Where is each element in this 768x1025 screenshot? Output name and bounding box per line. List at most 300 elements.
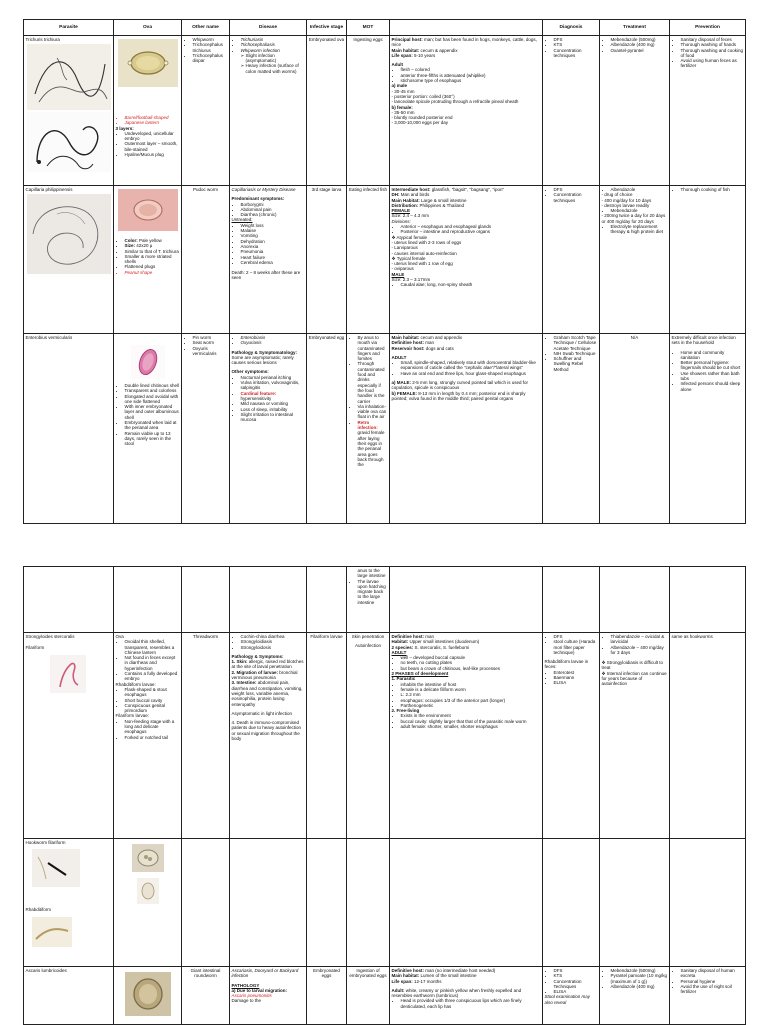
list-item: • inhabits the intestine of host bbox=[401, 682, 541, 687]
adult-list bbox=[392, 655, 541, 671]
list-item: • Peanut shape bbox=[125, 270, 180, 275]
ova-cell bbox=[114, 36, 182, 186]
list-item: • Seat worm bbox=[193, 340, 228, 345]
parasite-cell bbox=[24, 36, 114, 186]
list-item: • Pyrantel pamoate (10 mg/kg (maximum of 1 g)) bbox=[611, 973, 668, 984]
rhabditiform-list bbox=[116, 687, 180, 713]
pathology-label: Pathology & Symptoms: bbox=[231, 653, 284, 659]
list-item: • Flattened plugs bbox=[125, 264, 180, 269]
desc-line: Main habitat: Lumen of the small intestine bbox=[391, 973, 477, 979]
mot-line: Autoinfection bbox=[354, 643, 382, 649]
list-item: • Trichocephalus dispar bbox=[193, 53, 228, 64]
list-item: • Strongyloidiasis bbox=[241, 639, 305, 644]
desc-line: FEMALE bbox=[391, 208, 410, 214]
desc-line: MALE bbox=[391, 271, 405, 277]
free-living-list bbox=[392, 713, 541, 729]
diagnosis-list bbox=[545, 968, 598, 994]
mot-cell bbox=[347, 567, 390, 633]
list-item: • Retro infection: gravid female after laying their eggs in the perianal area goes back through the bbox=[358, 420, 388, 468]
desc-line: Definitive host: man bbox=[391, 634, 435, 639]
desc-line: 1. Parasitic bbox=[391, 676, 416, 682]
trichuris-whipworm-drawing-image bbox=[27, 112, 111, 172]
list-item: • buccal cavity: slightly larger that that of the parasitic male worm bbox=[401, 719, 541, 724]
rhabditiform-dx-label: Rhabditiform larvae in feces: bbox=[544, 659, 589, 670]
list-item: • Remain viable up to 13 days, rarely seen in the stool bbox=[125, 431, 180, 447]
desc-line: DH: Man and birds bbox=[391, 192, 430, 198]
list-item: • Flask-shaped & stout esophagus bbox=[125, 687, 180, 698]
rhabditiform-label: Rhabditiform larvae: bbox=[115, 681, 156, 687]
list-item: • Oxyuris vermicularis bbox=[193, 346, 228, 357]
ova-cell bbox=[114, 967, 182, 1025]
list-item: • Avoid the use of night soil fertilizer bbox=[681, 984, 744, 995]
desc-line: - 400 mg/day for 10 days bbox=[601, 197, 652, 203]
desc-line: a) MALE: 2-5 mm long, strongly curved pointed tail which is used for copulation, spicule is conspicuous bbox=[391, 380, 529, 391]
ova-layers-list bbox=[116, 131, 180, 157]
treatment-note: ❖ Internal infection can continue for years because of autoinfection bbox=[601, 670, 667, 687]
list-item: • With inner embryonated layer and outer albuminous shell bbox=[125, 404, 180, 420]
header-description bbox=[390, 20, 543, 36]
list-item: • flesh – colored bbox=[401, 67, 541, 72]
list-item: • DFS bbox=[554, 634, 598, 639]
mot-cell: Ingestion of embryonated eggs bbox=[347, 967, 390, 1025]
parasite-cell bbox=[24, 567, 114, 633]
list-item: • Thorough washing of hands bbox=[681, 42, 744, 47]
desc-line: - 30-45 mm bbox=[391, 88, 415, 94]
desc-line: b) female: bbox=[391, 104, 413, 110]
list-item: • Through contaminated food and drinks especially if the food handler is the carrier bbox=[358, 361, 388, 403]
list-item: • Cochin-china diarrhea bbox=[241, 634, 305, 639]
ova-cell bbox=[114, 633, 182, 839]
list-item: • Hyaline/Mucus plug bbox=[125, 152, 180, 157]
ova-cell bbox=[114, 334, 182, 524]
pathology-label: Pathology & Symptomatology: bbox=[231, 349, 298, 355]
diagnosis-list bbox=[545, 37, 598, 58]
header-treatment: Treatment bbox=[600, 20, 670, 36]
desc-line: Adult: white, creamy or pinkish yellow when freshly expelled and resembles earthworm (lumbricus) bbox=[391, 987, 522, 999]
desc-line: Reservoir host: dogs and cats bbox=[391, 345, 454, 351]
desc-line: Intermediate host: glassfish, "bagsit", "bagsang", "ipon" bbox=[391, 187, 505, 192]
desc-line: Definitive host: man (no intermediate host needed) bbox=[391, 968, 496, 973]
list-item: • Color: Pale yellow bbox=[125, 238, 180, 243]
ova-cell bbox=[114, 567, 182, 633]
parasite-table-page-2 bbox=[23, 566, 746, 1025]
hookworm-rhabditiform-image bbox=[32, 917, 72, 947]
list-item: • KTS bbox=[554, 42, 598, 47]
list-item: • Heart failure bbox=[241, 255, 305, 260]
prevention-list bbox=[672, 968, 744, 994]
diagnosis-cell bbox=[543, 567, 600, 633]
list-item: • Japanese lantern bbox=[125, 120, 180, 125]
ova-label: Ova bbox=[115, 634, 124, 639]
list-item: • By anus to mouth via contaminated fingers and fomites bbox=[358, 335, 388, 361]
list-item: • Posterior – intestine and reproductive organs bbox=[401, 229, 541, 234]
treatment-list bbox=[602, 968, 668, 989]
description-cell bbox=[390, 967, 543, 1025]
list-item: • Oxyuriasis bbox=[241, 340, 305, 345]
table-row-ascaris bbox=[24, 967, 746, 1025]
header-other-name: Other name bbox=[182, 20, 230, 36]
list-item: • no teeth, no cutting plates bbox=[401, 660, 541, 665]
list-item: • Vulva irritation, vulvovaginitis, salpingitis bbox=[241, 380, 305, 391]
list-item: • Pin worm bbox=[193, 335, 228, 340]
untreated-label: Untreated: bbox=[231, 217, 253, 223]
desc-line: - 35-50 mm bbox=[391, 109, 415, 115]
list-item: • The larvae upon hatching migrate back to the large intestine bbox=[358, 579, 388, 605]
list-item: • Cardinal feature: hypersensitivity bbox=[241, 391, 305, 402]
filariform-larvae-label: Filariform larvae: bbox=[115, 713, 150, 719]
prevention-cell bbox=[670, 334, 746, 524]
list-item: • Anorexia bbox=[241, 244, 305, 249]
disease-title: Capillariasis or Mystery Disease bbox=[231, 187, 296, 192]
division-list bbox=[392, 224, 541, 235]
list-item: • Thiabendazole – ovicidal & larvicidal bbox=[611, 634, 668, 645]
list-item: • Mebendazole (500mg) bbox=[611, 968, 668, 973]
infective-stage-cell: Filariform larvae bbox=[307, 633, 347, 839]
trichuris-adult-worms-image bbox=[27, 44, 111, 110]
list-item: • Outermost layer – smooth, bile-stained bbox=[125, 141, 180, 152]
list-item: • Weight loss bbox=[241, 223, 305, 228]
treatment-cell bbox=[600, 633, 670, 839]
list-item: • ELISA bbox=[554, 989, 598, 994]
spacer bbox=[116, 89, 180, 115]
disease-list bbox=[232, 634, 305, 650]
parasite-table-page-1 bbox=[23, 19, 746, 524]
desc-line: - causes internal auto-reinfection bbox=[391, 250, 457, 256]
prevention-cell bbox=[670, 967, 746, 1025]
prevention-cell bbox=[670, 186, 746, 334]
other-symptoms-list bbox=[232, 375, 305, 423]
header-parasite: Parasite bbox=[24, 20, 114, 36]
trichuris-egg-image bbox=[118, 39, 178, 87]
mot-line: Skin penetration bbox=[351, 634, 385, 639]
desc-line: ❖ Typical female bbox=[391, 255, 426, 261]
desc-line: 2 PHASES of development bbox=[391, 671, 449, 677]
diagnosis-cell bbox=[543, 967, 600, 1025]
mot-cell: Eating infected fish bbox=[347, 186, 390, 334]
list-item: • Schuffner and Swelling Rebel Method bbox=[554, 356, 598, 372]
prevention-list bbox=[672, 37, 744, 69]
list-item: • esophagus: occupies 1/3 of the anterior part (longer) bbox=[401, 698, 541, 703]
hookworm-egg-small-image bbox=[137, 878, 159, 904]
list-item: • Avoid using human feces as fertilizer bbox=[681, 58, 744, 69]
disease-cell bbox=[230, 334, 307, 524]
table-row-enterobius-continued bbox=[24, 567, 746, 633]
list-item: • Double lined chitinous shell bbox=[125, 383, 180, 388]
other-symptoms-label: Other symptoms: bbox=[231, 369, 269, 375]
disease-list bbox=[232, 37, 305, 53]
list-item: • Ovoidal thin shelled, transparent, resembles a Chinese lantern bbox=[125, 639, 180, 655]
ova-cell bbox=[114, 186, 182, 334]
list-item: • Malaise bbox=[241, 228, 305, 233]
list-item: • Parthenogenetic bbox=[401, 703, 541, 708]
prevention-intro: Extremely difficult once infection sets in the household bbox=[671, 335, 736, 346]
other-name-cell bbox=[182, 334, 230, 524]
table-row-trichuris bbox=[24, 36, 746, 186]
ova-list bbox=[116, 639, 180, 681]
prevention-list bbox=[672, 350, 744, 392]
untreated-list bbox=[232, 223, 305, 265]
desc-line: Main habitat: cecum & appendix bbox=[391, 47, 458, 53]
treatment-cell bbox=[600, 967, 670, 1025]
prevention-cell: same as hookworms bbox=[670, 633, 746, 839]
desc-line: Size: 2.3 – 3.17mm bbox=[391, 277, 431, 283]
list-item: • Mild nausea or vomiting bbox=[241, 401, 305, 406]
desc-line: - Larviparous bbox=[391, 245, 418, 251]
table-row-capillaria bbox=[24, 186, 746, 334]
desc-line: ❖ Atypical female bbox=[391, 234, 428, 240]
treatment-cell bbox=[600, 36, 670, 186]
header-diagnosis: Diagnosis bbox=[543, 20, 600, 36]
predominant-label: Predominant symptoms: bbox=[231, 196, 285, 202]
list-item: • Small, spindle-shaped, relatively stout with dorsoventral bladder-like expansions of cuticle called the "cephalic alae"/"lateral wings" bbox=[401, 360, 541, 371]
list-item: • Barrel/football-shaped bbox=[125, 115, 180, 120]
pathology-line: Damage to the bbox=[231, 998, 262, 1004]
diagnosis-list bbox=[545, 335, 598, 372]
list-item: • Graham Scotch Tape Technique / Cellulose Acetate Technique bbox=[554, 335, 598, 351]
capillaria-egg-image bbox=[118, 189, 178, 231]
rhabditiform-label: Rhabditiform bbox=[25, 907, 52, 913]
ascaris-egg-image bbox=[125, 972, 171, 1016]
parasite-cell bbox=[24, 186, 114, 334]
disease-title: Ascariasis, Dooryard or Backyard infection bbox=[231, 968, 299, 979]
pathology-line: Ascaris pneumonitis bbox=[231, 993, 272, 999]
list-item: • Undeveloped, unicellular embryo bbox=[125, 131, 180, 142]
list-item: • Elongated and ovoidal with one side flattened bbox=[125, 394, 180, 405]
ova-layers-title: 3 layers: bbox=[115, 125, 134, 131]
parasite-name: Hookworm filariform bbox=[25, 840, 66, 845]
list-item: • Sanitary disposal of feces bbox=[681, 37, 744, 42]
treatment-cell: N/A bbox=[600, 334, 670, 524]
infective-stage-cell: Embryonated ova bbox=[307, 36, 347, 186]
other-name-cell: Pudoc worm bbox=[182, 186, 230, 334]
description-cell bbox=[390, 839, 543, 967]
disease-sub-list bbox=[232, 53, 305, 74]
list-item: • Exists in the environment bbox=[401, 713, 541, 718]
desc-line: Divisions: bbox=[391, 218, 411, 224]
list-item: • Concentration techniques bbox=[554, 48, 598, 59]
pathology-text: Some are asymptomatic; rarely causes serious lesions bbox=[231, 354, 294, 366]
header-ova: Ova bbox=[114, 20, 182, 36]
desc-line: Main habitat: cecum and appendix bbox=[391, 335, 463, 340]
mot-continued: anus to the large intestine bbox=[357, 568, 386, 579]
list-item: • Vomiting bbox=[241, 233, 305, 238]
parasitic-list bbox=[392, 682, 541, 708]
list-item: • Albendazole – 400 mg/day for 3 days bbox=[611, 645, 668, 656]
desc-line: - drug of choice bbox=[601, 192, 633, 198]
pathology-line: 1. Skin: allergic, raised red blotches at the site of larval penetration bbox=[231, 659, 304, 670]
parasite-name: Capillaria philippinensis bbox=[25, 187, 73, 192]
list-item: • Slight irritation to intestinal mucosa bbox=[241, 412, 305, 423]
list-item: • Embryonated when laid at the perianal area bbox=[125, 420, 180, 431]
document-page-2 bbox=[23, 566, 745, 1025]
treatment-list bbox=[602, 634, 668, 655]
list-item: • Concentration Techniques bbox=[554, 979, 598, 990]
adult-list bbox=[392, 360, 541, 376]
parasite-name: Trichuris trichiura bbox=[25, 37, 60, 42]
infective-stage-cell: Embryonated eggs bbox=[307, 967, 347, 1025]
list-item: • Dehydration bbox=[241, 239, 305, 244]
adult-list bbox=[392, 67, 541, 83]
list-item: • Borborygmi bbox=[241, 202, 305, 207]
list-item: • Diarrhea (chronic) bbox=[241, 212, 305, 217]
description-cell bbox=[390, 334, 543, 524]
list-item: • Forked or notched tail bbox=[125, 735, 180, 740]
list-item: • DFS bbox=[554, 968, 598, 973]
diagnosis-list bbox=[545, 670, 598, 686]
list-item: • Have an oral end and three lips, hour glass-shaped esophagus bbox=[401, 371, 541, 376]
list-item: • Thorough cooking of fish bbox=[681, 187, 744, 192]
mot-cell bbox=[347, 839, 390, 967]
list-item: • Personal hygiene bbox=[681, 979, 744, 984]
treatment-list bbox=[602, 37, 668, 53]
desc-line: Adult bbox=[391, 62, 403, 68]
list-item: • Use showers rather than bath tubs bbox=[681, 371, 744, 382]
desc-line: - posterior portion: coiled (360°) bbox=[391, 93, 455, 99]
desc-line: ADULT bbox=[391, 354, 407, 360]
treatment-note: ❖ Strongyloidiasis is difficult to treat bbox=[601, 660, 663, 671]
list-item: • Via inhalation-viable ova can float in the air bbox=[358, 404, 388, 420]
diagnosis-list bbox=[545, 187, 598, 203]
pathology-line: Asymptomatic in light infection bbox=[231, 710, 293, 716]
list-item: • stichosome type of esophagus bbox=[401, 78, 541, 83]
desc-line: Main Habitat: Large & small intestine bbox=[391, 197, 467, 203]
list-item: • Baermann bbox=[554, 675, 598, 680]
list-item: • Not found in feces except in diarrheas and hyperinfection bbox=[125, 655, 180, 671]
diagnosis-list bbox=[545, 634, 598, 655]
list-item: • Anterior – esophagus and esophageal glands bbox=[401, 224, 541, 229]
desc-line: Life span: 5-10 years bbox=[391, 52, 436, 58]
desc-line: Size: 2.4 – 4.3 mm bbox=[391, 213, 430, 219]
list-item: • Similar to that of T. trichiura bbox=[125, 249, 180, 254]
description-cell bbox=[390, 36, 543, 186]
diagnosis-cell bbox=[543, 633, 600, 839]
list-item: • DFS bbox=[554, 37, 598, 42]
symptom-list bbox=[232, 202, 305, 218]
adult-list bbox=[392, 998, 541, 1009]
disease-cell bbox=[230, 967, 307, 1025]
strongyloides-filariform-image bbox=[50, 655, 86, 693]
header-prevention: Prevention bbox=[670, 20, 746, 36]
list-item: • Caudal alae; long, non-spiny sheath bbox=[401, 282, 541, 287]
treatment-list bbox=[602, 224, 668, 235]
ova-shape-list bbox=[116, 115, 180, 126]
list-item: • stool culture (Harada mori filter paper technique) bbox=[554, 639, 598, 655]
list-item: • Mebendazole (500mg) bbox=[611, 37, 668, 42]
list-item: • Albendazole (400 mg) bbox=[611, 42, 668, 47]
list-item: • Strongyloidosis bbox=[241, 645, 305, 650]
mot-cell bbox=[347, 633, 390, 839]
disease-cell bbox=[230, 633, 307, 839]
list-item: • adult female: shorter, smaller, shorter esophagus bbox=[401, 724, 541, 729]
list-item: • Short buccal cavity bbox=[125, 698, 180, 703]
list-item: • Cerebral edema bbox=[241, 260, 305, 265]
desc-line: Definitive host: man bbox=[391, 340, 435, 346]
other-name-cell: Threadworm bbox=[182, 633, 230, 839]
list-item: • anterior three-fifths is attenuated (whiplike) bbox=[401, 73, 541, 78]
parasite-cell bbox=[24, 839, 114, 967]
parasite-cell: Ascaris lumbricoides bbox=[24, 967, 114, 1025]
list-item: • NIH Swab Technique bbox=[554, 351, 598, 356]
infective-stage-cell: 3rd stage larva bbox=[307, 186, 347, 334]
list-item: • Trichocephalus trichiurus bbox=[193, 42, 228, 53]
list-item: • Better personal hygiene: fingernails should be cut short bbox=[681, 360, 744, 371]
table-row-strongyloides bbox=[24, 633, 746, 839]
hookworm-filariform-image bbox=[32, 849, 80, 887]
diagnosis-cell bbox=[543, 36, 600, 186]
infective-stage-cell bbox=[307, 839, 347, 967]
parasite-cell: Enterobius vermicularis bbox=[24, 334, 114, 524]
description-cell bbox=[390, 567, 543, 633]
list-item: • L: 2.2 mm bbox=[401, 692, 541, 697]
other-name-cell bbox=[182, 567, 230, 633]
desc-line: Principal host: man; but has been found in hogs, monkeys, cattle, dogs, mice bbox=[391, 37, 537, 48]
infective-stage-cell: Embryonated egg bbox=[307, 334, 347, 524]
header-mot: MOT bbox=[347, 20, 390, 36]
description-cell bbox=[390, 633, 543, 839]
disease-cell bbox=[230, 186, 307, 334]
filariform-list bbox=[116, 719, 180, 740]
list-item: • well – developed buccal capsule bbox=[401, 655, 541, 660]
diagnosis-cell bbox=[543, 334, 600, 524]
pathology-line: 4. Death in immuno-compromised patients due to heavy autoinfection or sexual migration throughout the body bbox=[231, 720, 302, 742]
infective-stage-cell bbox=[307, 567, 347, 633]
list-item: • Smaller & more striated shells bbox=[125, 254, 180, 265]
pathology-line: a) Due to larval migration: bbox=[231, 987, 288, 993]
diagnosis-cell bbox=[543, 839, 600, 967]
list-item: • Oxantel-pyrantel bbox=[611, 48, 668, 53]
desc-line: Life span: 12-17 months bbox=[391, 978, 442, 984]
list-item: • KTS bbox=[554, 973, 598, 978]
desc-line: - 3,000-10,000 eggs per day bbox=[391, 120, 449, 126]
list-item: • Whipworm infection bbox=[241, 48, 305, 53]
list-item: • Albendazole bbox=[611, 187, 668, 192]
desc-line: b) FEMALE: 8-13 mm in length by 0.4 mm; posterior end is sharply pointed; vulva found in the middle third; paired genital organs bbox=[391, 390, 526, 401]
enterobius-egg-image bbox=[131, 345, 165, 379]
list-item: • Trichuriasis bbox=[241, 37, 305, 42]
mot-cell: Ingesting eggs bbox=[347, 36, 390, 186]
list-item: • Infected persons should sleep alone bbox=[681, 381, 744, 392]
list-item: • Albendazole (400 mg) bbox=[611, 984, 668, 989]
desc-line: - 200mg twice a day for 20 days or 400 mg/day for 20 days bbox=[601, 213, 666, 224]
list-item: • Size: 42x20 μ bbox=[125, 243, 180, 248]
desc-line: - destroys larvae readily bbox=[601, 202, 650, 208]
disease-cell bbox=[230, 839, 307, 967]
list-item: • Sanitary disposal of human excreta bbox=[681, 968, 744, 979]
death-note: Death: 2 – 8 weeks after these are seen bbox=[231, 270, 301, 281]
list-item: • Electrolyte replacement therapy & high protein diet bbox=[611, 224, 668, 235]
prevention-cell bbox=[670, 36, 746, 186]
mot-list bbox=[349, 335, 388, 467]
ova-cell bbox=[114, 839, 182, 967]
list-item: • Thorough washing and cooking of food bbox=[681, 48, 744, 59]
other-name-cell bbox=[182, 839, 230, 967]
list-item: • Contains a fully developed embryo bbox=[125, 671, 180, 682]
list-item: • ELISA bbox=[554, 680, 598, 685]
desc-line: ADULT bbox=[391, 649, 407, 655]
diagnosis-cell bbox=[543, 186, 600, 334]
diagnosis-note: Stool examination may also reveal bbox=[544, 994, 591, 1005]
ova-list bbox=[116, 238, 180, 275]
desc-line: - bluntly rounded posterior end bbox=[391, 115, 453, 121]
prevention-list bbox=[672, 187, 744, 192]
desc-line: - lanceolate spicule protruding through a refractile pineal sheath bbox=[391, 99, 519, 105]
table-row-hookworm bbox=[24, 839, 746, 967]
document-page-1 bbox=[23, 19, 745, 524]
desc-line: a) male bbox=[391, 83, 408, 89]
table-row-enterobius bbox=[24, 334, 746, 524]
treatment-cell bbox=[600, 186, 670, 334]
hookworm-egg-image bbox=[132, 844, 164, 872]
